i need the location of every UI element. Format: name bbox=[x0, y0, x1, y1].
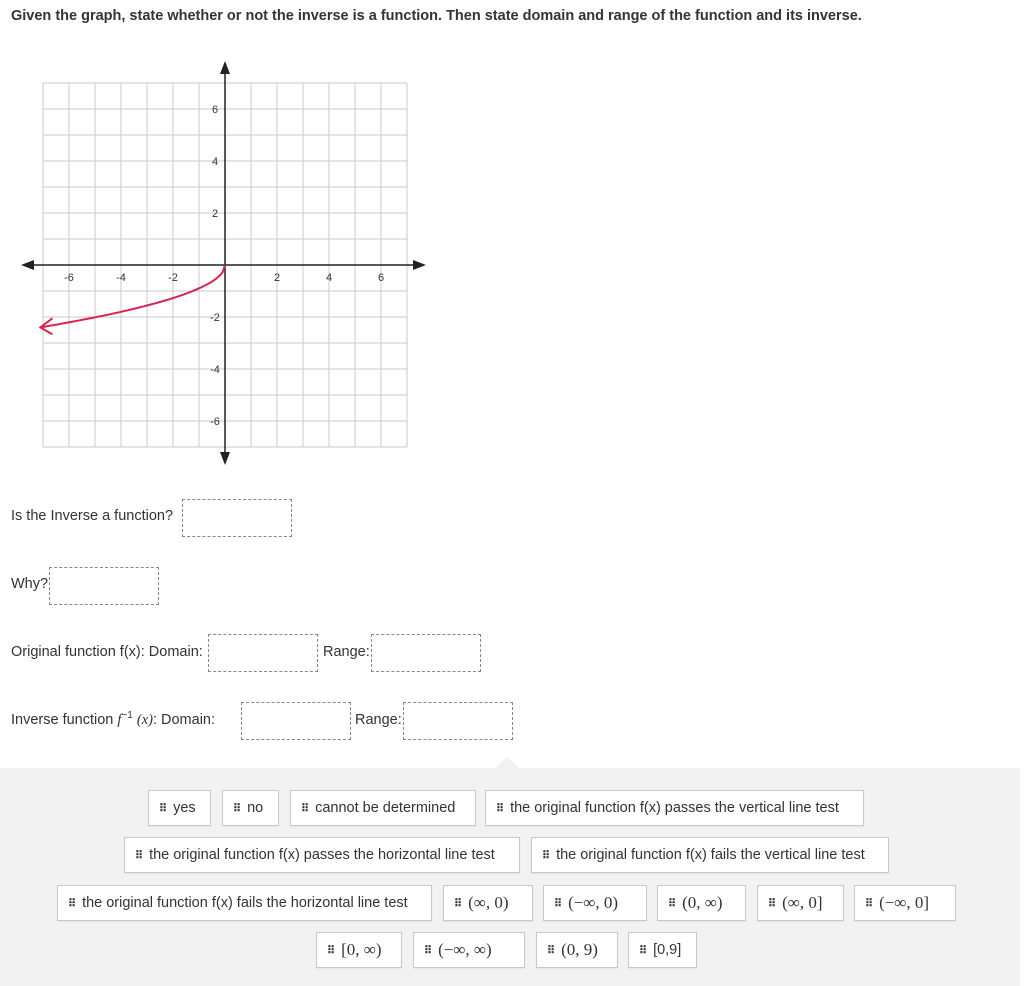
y-axis-down-arrow-icon bbox=[220, 452, 230, 465]
x-tick-label: -4 bbox=[116, 272, 126, 284]
answer-chip-passes-vertical[interactable] bbox=[485, 790, 864, 826]
answer-chip-label: (−∞, 0] bbox=[879, 893, 930, 912]
answer-chip-label: (−∞, ∞) bbox=[438, 940, 492, 959]
y-tick-label: 4 bbox=[211, 156, 219, 168]
answer-chip-label: the original function f(x) passes the vertical line test bbox=[510, 800, 839, 816]
drag-grip-icon: ⠿ bbox=[496, 802, 504, 815]
answer-chip-inf-0-closed[interactable] bbox=[757, 885, 844, 921]
graph-axes bbox=[21, 61, 426, 465]
answer-chip-label: cannot be determined bbox=[315, 800, 456, 816]
y-axis-up-arrow-icon bbox=[220, 61, 230, 74]
answer-chip-neg-inf-0-closed[interactable] bbox=[854, 885, 956, 921]
inverse-range-drop-zone[interactable] bbox=[403, 702, 513, 740]
drag-grip-icon: ⠿ bbox=[327, 944, 335, 957]
answer-chip-0-inf[interactable] bbox=[657, 885, 746, 921]
original-range-drop-zone[interactable] bbox=[371, 634, 481, 672]
answer-chip-label: (0, 9) bbox=[561, 940, 598, 959]
answer-chip-label: no bbox=[247, 800, 264, 816]
why-prompt: Why? bbox=[11, 576, 49, 592]
drag-grip-icon: ⠿ bbox=[301, 802, 309, 815]
answer-chip-neg-inf-0[interactable] bbox=[543, 885, 647, 921]
inverse-superscript: −1 bbox=[121, 710, 133, 721]
answer-chip-fails-horizontal[interactable] bbox=[57, 885, 432, 921]
inverse-domain-drop-zone[interactable] bbox=[241, 702, 351, 740]
drag-grip-icon: ⠿ bbox=[547, 944, 555, 957]
drag-grip-icon: ⠿ bbox=[159, 802, 167, 815]
inverse-argument: (x) bbox=[136, 711, 153, 728]
y-tick-label: 6 bbox=[211, 104, 219, 116]
answer-chip-label: the original function f(x) fails the vertical line test bbox=[556, 847, 865, 863]
answer-chip-cannot-be-determined[interactable] bbox=[290, 790, 476, 826]
inverse-notation: f bbox=[117, 711, 122, 728]
original-domain-drop-zone[interactable] bbox=[208, 634, 318, 672]
drag-grip-icon: ⠿ bbox=[135, 849, 143, 862]
original-domain-prompt: Original function f(x): Domain: bbox=[11, 644, 203, 660]
coordinate-graph bbox=[18, 58, 438, 478]
answer-chip-passes-horizontal[interactable] bbox=[124, 837, 520, 873]
why-drop-zone[interactable] bbox=[49, 567, 159, 605]
y-tick-label: 2 bbox=[211, 208, 219, 220]
drag-grip-icon: ⠿ bbox=[768, 897, 776, 910]
drag-grip-icon: ⠿ bbox=[233, 802, 241, 815]
x-axis-right-arrow-icon bbox=[413, 260, 426, 270]
x-tick-label: 6 bbox=[377, 272, 385, 284]
drag-grip-icon: ⠿ bbox=[68, 897, 76, 910]
x-tick-label: 2 bbox=[273, 272, 281, 284]
inverse-prefix: Inverse function bbox=[11, 711, 114, 728]
answer-chip-label: the original function f(x) passes the horizontal line test bbox=[149, 847, 495, 863]
answer-chip-label: yes bbox=[173, 800, 196, 816]
drag-grip-icon: ⠿ bbox=[865, 897, 873, 910]
answer-chip-label: (0, ∞) bbox=[682, 893, 723, 912]
x-axis-left-arrow-icon bbox=[21, 260, 34, 270]
answer-chip-0-9-closed[interactable] bbox=[628, 932, 697, 968]
answer-chip-yes[interactable] bbox=[148, 790, 211, 826]
drag-grip-icon: ⠿ bbox=[639, 944, 647, 957]
inverse-function-prompt: Is the Inverse a function? bbox=[11, 508, 174, 524]
drag-grip-icon: ⠿ bbox=[668, 897, 676, 910]
drag-grip-icon: ⠿ bbox=[424, 944, 432, 957]
drag-grip-icon: ⠿ bbox=[554, 897, 562, 910]
inverse-domain-prompt bbox=[11, 710, 215, 729]
drag-grip-icon: ⠿ bbox=[454, 897, 462, 910]
answer-chip-label: (∞, 0) bbox=[468, 893, 509, 912]
x-tick-label: -2 bbox=[168, 272, 178, 284]
answer-chip-no[interactable] bbox=[222, 790, 279, 826]
question-text: Given the graph, state whether or not the inverse is a function. Then state domain and range of the function and its inverse. bbox=[11, 8, 862, 24]
answer-chip-fails-vertical[interactable] bbox=[531, 837, 889, 873]
answer-chip-label: (−∞, 0) bbox=[568, 893, 619, 912]
answer-chip-0-inf-closed-left[interactable] bbox=[316, 932, 402, 968]
inverse-domain-label: : Domain: bbox=[152, 711, 216, 728]
answer-chip-label: (∞, 0] bbox=[782, 893, 823, 912]
answer-bank-pointer bbox=[495, 757, 519, 768]
answer-chip-0-9[interactable] bbox=[536, 932, 618, 968]
answer-chip-neg-inf-inf[interactable] bbox=[413, 932, 525, 968]
x-tick-label: 4 bbox=[325, 272, 333, 284]
inverse-function-drop-zone[interactable] bbox=[182, 499, 292, 537]
original-range-prompt: Range: bbox=[323, 644, 370, 660]
inverse-range-prompt: Range: bbox=[355, 712, 402, 728]
answer-chip-open-inf-0[interactable] bbox=[443, 885, 533, 921]
answer-chip-label: the original function f(x) fails the horizontal line test bbox=[82, 895, 408, 911]
y-tick-label: -2 bbox=[210, 312, 220, 324]
x-tick-label: -6 bbox=[64, 272, 74, 284]
y-tick-label: -6 bbox=[210, 416, 220, 428]
drag-grip-icon: ⠿ bbox=[542, 849, 550, 862]
answer-chip-label: [0, ∞) bbox=[341, 940, 382, 959]
answer-chip-label: [0,9] bbox=[653, 942, 682, 958]
y-tick-label: -4 bbox=[210, 364, 220, 376]
